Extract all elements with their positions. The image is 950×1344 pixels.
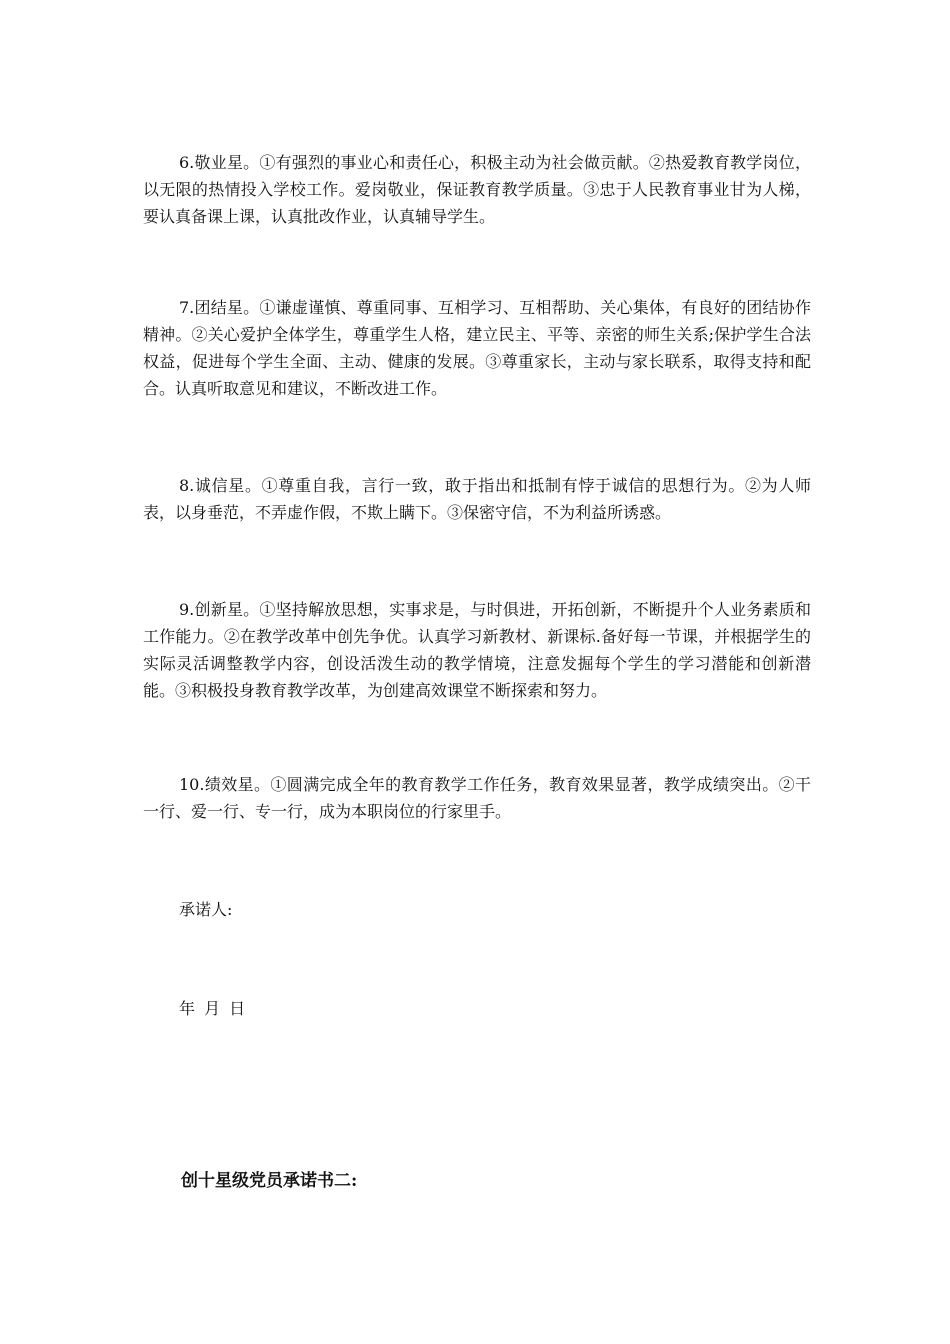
promisor-label: 承诺人: (179, 900, 233, 919)
item-7-unity-star: 7.团结星。①谦虚谨慎、尊重同事、互相学习、互相帮助、关心集体，有良好的团结协作精神。②关心爱护全体学生，尊重学生人格，建立民主、平等、亲密的师生关系;保护学生合法权益，促进每个学生全面、主动、健康的发展。③尊重家长，主动与家长联系，取得支持和配合。认真听取意见和建议，不断改进工作。 (143, 298, 811, 398)
item-9-innovation-star: 9.创新星。①坚持解放思想，实事求是，与时俱进，开拓创新，不断提升个人业务素质和工作能力。②在教学改革中创先争优。认真学习新教材、新课标.备好每一节课，并根据学生的实际灵活调整教学内容，创设活泼生动的教学情境，注意发掘每个学生的学习潜能和创新潜能。③积极投身教育教学改革，为创建高效课堂不断探索和努力。 (143, 600, 811, 700)
item-6-dedication-star: 6.敬业星。①有强烈的事业心和责任心，积极主动为社会做贡献。②热爱教育教学岗位，以无限的热情投入学校工作。爱岗敬业，保证教育教学质量。③忠于人民教育事业甘为人梯，要认真备课上课，认真批改作业，认真辅导学生。 (143, 153, 811, 226)
item-10-performance-star: 10.绩效星。①圆满完成全年的教育教学工作任务，教育效果显著，教学成绩突出。②干一行、爱一行、专一行，成为本职岗位的行家里手。 (143, 775, 811, 821)
section-title: 创十星级党员承诺书二: (181, 1171, 358, 1191)
date-label: 年 月 日 (179, 999, 246, 1018)
item-8-integrity-star: 8.诚信星。①尊重自我，言行一致，敢于指出和抵制有悖于诚信的思想行为。②为人师表，以身垂范，不弄虚作假，不欺上瞒下。③保密守信，不为利益所诱惑。 (143, 476, 811, 522)
